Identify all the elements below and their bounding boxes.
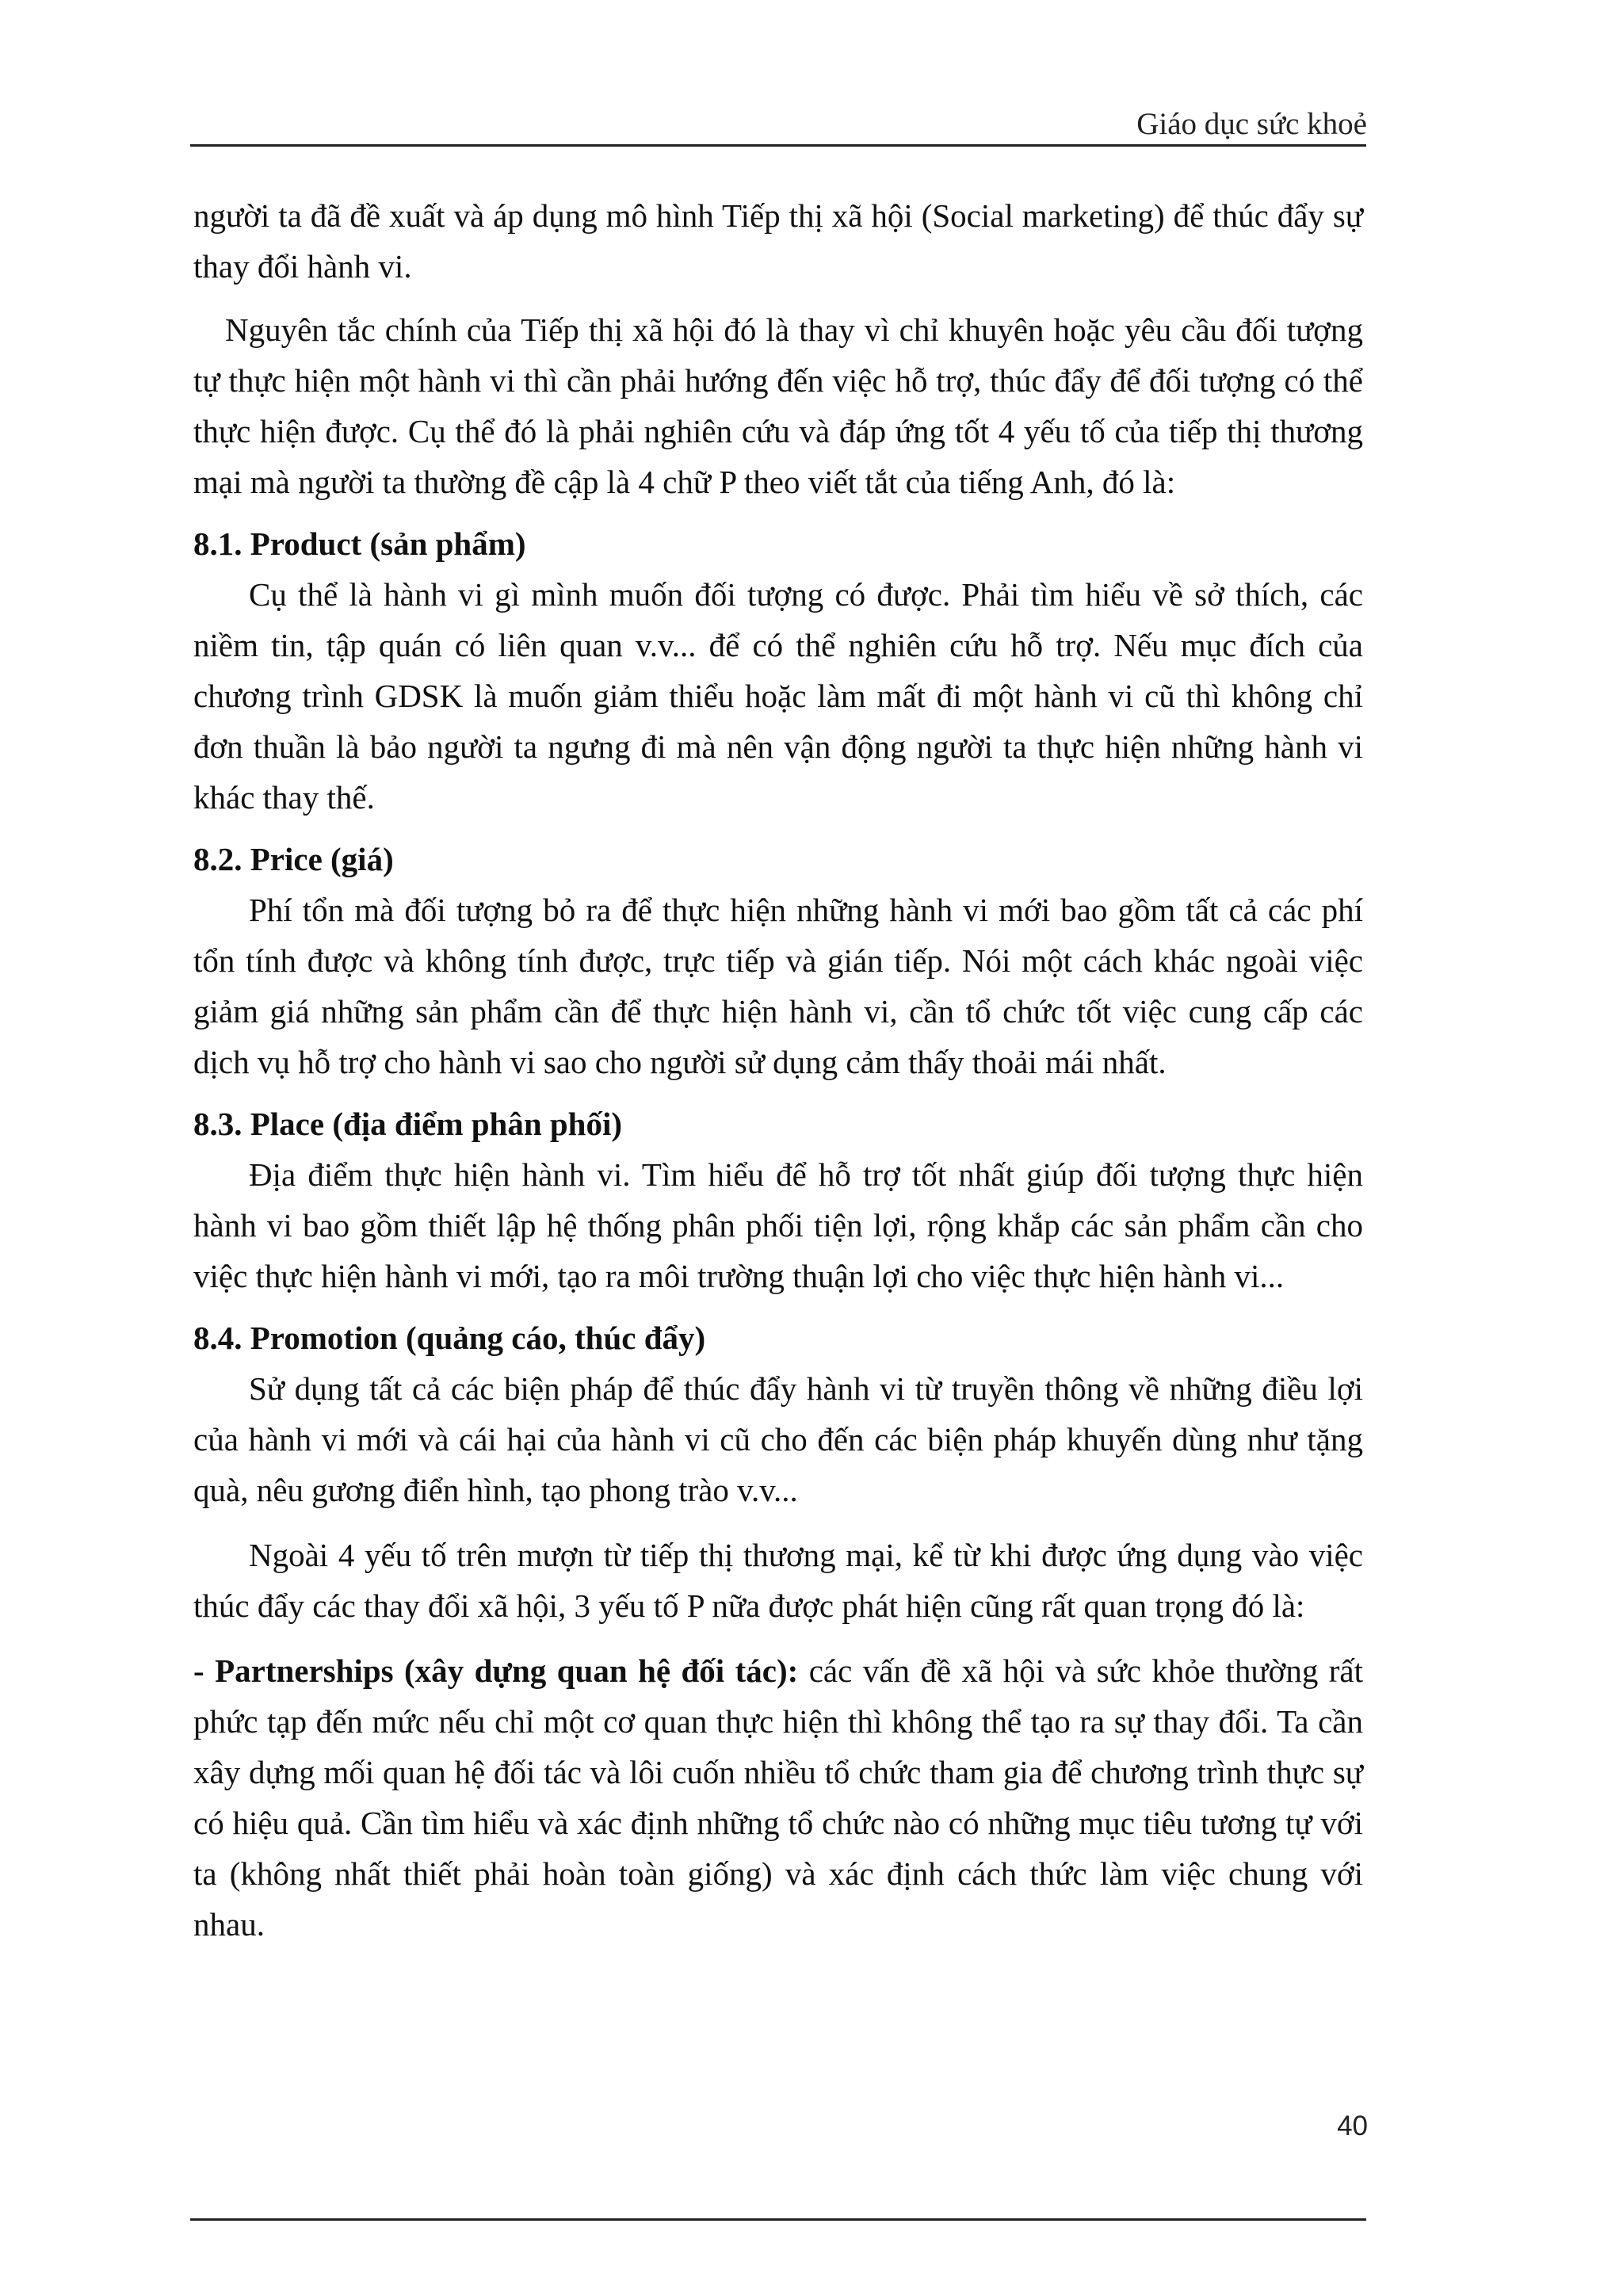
partnerships-term: - Partnerships (xây dựng quan hệ đối tác): bbox=[193, 1652, 799, 1689]
page-number: 40 bbox=[1337, 2111, 1368, 2141]
section-heading-promotion: 8.4. Promotion (quảng cáo, thúc đẩy) bbox=[193, 1320, 706, 1356]
running-header: Giáo dục sức khoẻ bbox=[1136, 107, 1367, 141]
paragraph-product: Cụ thể là hành vi gì mình muốn đối tượng có được. Phải tìm hiểu về sở thích, các niềm tin, tập quán có liên quan v.v... để có thể nghiên cứu hỗ trợ. Nếu mục đích của chương trình GDSK là muốn giảm thiểu hoặc làm mất đi một hành vi cũ thì không chỉ đơn thuần là bảo người ta ngưng đi mà nên vận động người ta thực hiện những hành vi khác thay thế. bbox=[193, 576, 1363, 816]
paragraph-partnerships bbox=[193, 1645, 1363, 1950]
paragraph-social-marketing-intro: người ta đã đề xuất và áp dụng mô hình Tiếp thị xã hội (Social marketing) để thúc đẩy sự thay đổi hành vi. bbox=[193, 197, 1363, 285]
paragraph-price: Phí tổn mà đối tượng bỏ ra để thực hiện những hành vi mới bao gồm tất cả các phí tổn tính được và không tính được, trực tiếp và gián tiếp. Nói một cách khác ngoài việc giảm giá những sản phẩm cần để thực hiện hành vi, cần tổ chức tốt việc cung cấp các dịch vụ hỗ trợ cho hành vi sao cho người sử dụng cảm thấy thoải mái nhất. bbox=[193, 892, 1363, 1080]
header-divider bbox=[190, 144, 1366, 147]
partnerships-description: các vấn đề xã hội và sức khỏe thường rất phức tạp đến mức nếu chỉ một cơ quan thực hiện thì không thể tạo ra sự thay đổi. Ta cần xây dựng mối quan hệ đối tác và lôi cuốn nhiều tổ chức tham gia để chương trình thực sự có hiệu quả. Cần tìm hiểu và xác định những tổ chức nào có những mục tiêu tương tự với ta (không nhất thiết phải hoàn toàn giống) và xác định cách thức làm việc chung với nhau. bbox=[193, 1652, 1363, 1943]
paragraph-additional-p-factors: Ngoài 4 yếu tố trên mượn từ tiếp thị thương mại, kể từ khi được ứng dụng vào việc thúc đẩy các thay đổi xã hội, 3 yếu tố P nữa được phát hiện cũng rất quan trọng đó là: bbox=[193, 1537, 1363, 1624]
page-body bbox=[193, 190, 1363, 1950]
section-heading-price: 8.2. Price (giá) bbox=[193, 841, 394, 877]
paragraph-place: Địa điểm thực hiện hành vi. Tìm hiểu để hỗ trợ tốt nhất giúp đối tượng thực hiện hành vi bao gồm thiết lập hệ thống phân phối tiện lợi, rộng khắp các sản phẩm cần cho việc thực hiện hành vi mới, tạo ra môi trường thuận lợi cho việc thực hiện hành vi... bbox=[193, 1156, 1363, 1294]
paragraph-principle: Nguyên tắc chính của Tiếp thị xã hội đó là thay vì chỉ khuyên hoặc yêu cầu đối tượng tự thực hiện một hành vi thì cần phải hướng đến việc hỗ trợ, thúc đẩy để đối tượng có thể thực hiện được. Cụ thể đó là phải nghiên cứu và đáp ứng tốt 4 yếu tố của tiếp thị thương mại mà người ta thường đề cập là 4 chữ P theo viết tắt của tiếng Anh, đó là: bbox=[193, 311, 1363, 500]
footer-divider bbox=[190, 2218, 1366, 2221]
section-heading-product: 8.1. Product (sản phẩm) bbox=[193, 525, 526, 562]
paragraph-promotion: Sử dụng tất cả các biện pháp để thúc đẩy hành vi từ truyền thông về những điều lợi của hành vi mới và cái hại của hành vi cũ cho đến các biện pháp khuyến dùng như tặng quà, nêu gương điển hình, tạo phong trào v.v... bbox=[193, 1370, 1363, 1508]
section-heading-place: 8.3. Place (địa điểm phân phối) bbox=[193, 1106, 623, 1142]
